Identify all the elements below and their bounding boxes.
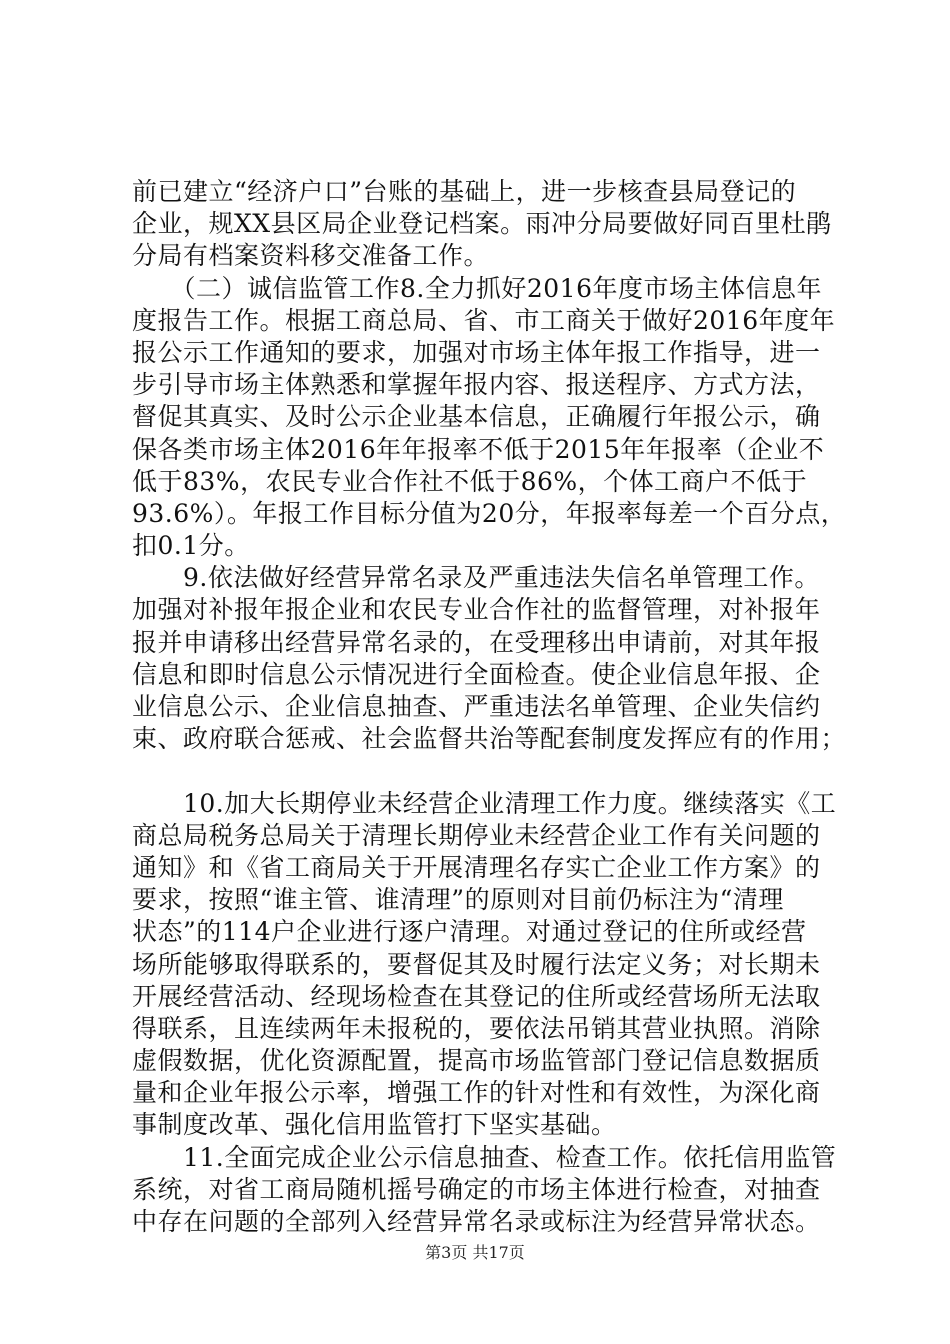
text-line: 通知》和《省工商局关于开展清理名存实亡企业工作方案》的 <box>132 852 821 882</box>
page-footer: 第3页 共17页 <box>425 1243 525 1262</box>
text-line: 状态”的114户企业进行逐户清理。对通过登记的住所或经营 <box>132 917 807 947</box>
text-line: 系统，对省工商局随机摇号确定的市场主体进行检查，对抽查 <box>132 1174 821 1204</box>
text-line: 企业，规XX县区局企业登记档案。雨冲分局要做好同百里杜鹃 <box>132 209 832 239</box>
text-line: 开展经营活动、经现场检查在其登记的住所或经营场所无法取 <box>132 981 821 1011</box>
text-line: 业信息公示、企业信息抽查、严重违法名单管理、企业失信约 <box>132 692 821 721</box>
text-line: 商总局税务总局关于清理长期停业未经营企业工作有关问题的 <box>132 820 821 850</box>
text-line: 分局有档案资料移交准备工作。 <box>132 241 490 271</box>
text-line: 报并申请移出经营异常名录的，在受理移出申请前，对其年报 <box>132 627 821 657</box>
text-line: 报公示工作通知的要求，加强对市场主体年报工作指导，进一 <box>132 337 821 367</box>
text-line: 得联系，且连续两年未报税的，要依法吊销其营业执照。消除 <box>132 1013 821 1043</box>
text-line: 93.6%）。年报工作目标分值为20分，年报率每差一个百分点， <box>132 498 847 528</box>
text-line: 10.加大长期停业未经营企业清理工作力度。继续落实《工 <box>132 788 837 818</box>
text-line: 中存在问题的全部列入经营异常名录或标注为经营异常状态。 <box>132 1207 821 1236</box>
text-line: 要求，按照“谁主管、谁清理”的原则对目前仍标注为“清理 <box>132 885 784 915</box>
text-line <box>132 755 832 787</box>
text-line: 事制度改革、强化信用监管打下坚实基础。 <box>132 1110 617 1140</box>
text-line: 低于83%，农民专业合作社不低于86%，个体工商户不低于 <box>132 466 808 496</box>
text-line: 信息和即时信息公示情况进行全面检查。使企业信息年报、企 <box>132 659 821 689</box>
text-line: （二）诚信监管工作8.全力抓好2016年度市场主体信息年 <box>132 273 822 303</box>
text-line: 前已建立“经济户口”台账的基础上，进一步核查县局登记的 <box>132 177 797 206</box>
text-line: 束、政府联合惩戒、社会监督共治等配套制度发挥应有的作用； <box>132 724 847 754</box>
text-line: 11.全面完成企业公示信息抽查、检查工作。依托信用监管 <box>132 1142 837 1172</box>
text-line: 扣0.1分。 <box>132 531 250 561</box>
text-line: 场所能够取得联系的，要督促其及时履行法定义务；对长期未 <box>132 949 821 979</box>
text-line: 量和企业年报公示率，增强工作的针对性和有效性，为深化商 <box>132 1078 821 1108</box>
text-line: 步引导市场主体熟悉和掌握年报内容、报送程序、方式方法， <box>132 370 821 400</box>
document-body <box>132 176 847 1238</box>
text-line: 9.依法做好经营异常名录及严重违法失信名单管理工作。 <box>132 563 820 593</box>
text-line: 虚假数据，优化资源配置，提高市场监管部门登记信息数据质 <box>132 1046 821 1076</box>
text-line: 督促其真实、及时公示企业基本信息，正确履行年报公示，确 <box>132 402 821 432</box>
text-line: 度报告工作。根据工商总局、省、市工商关于做好2016年度年 <box>132 305 836 335</box>
text-line: 加强对补报年报企业和农民专业合作社的监督管理，对补报年 <box>132 595 821 625</box>
text-line: 保各类市场主体2016年年报率不低于2015年年报率（企业不 <box>132 434 825 464</box>
